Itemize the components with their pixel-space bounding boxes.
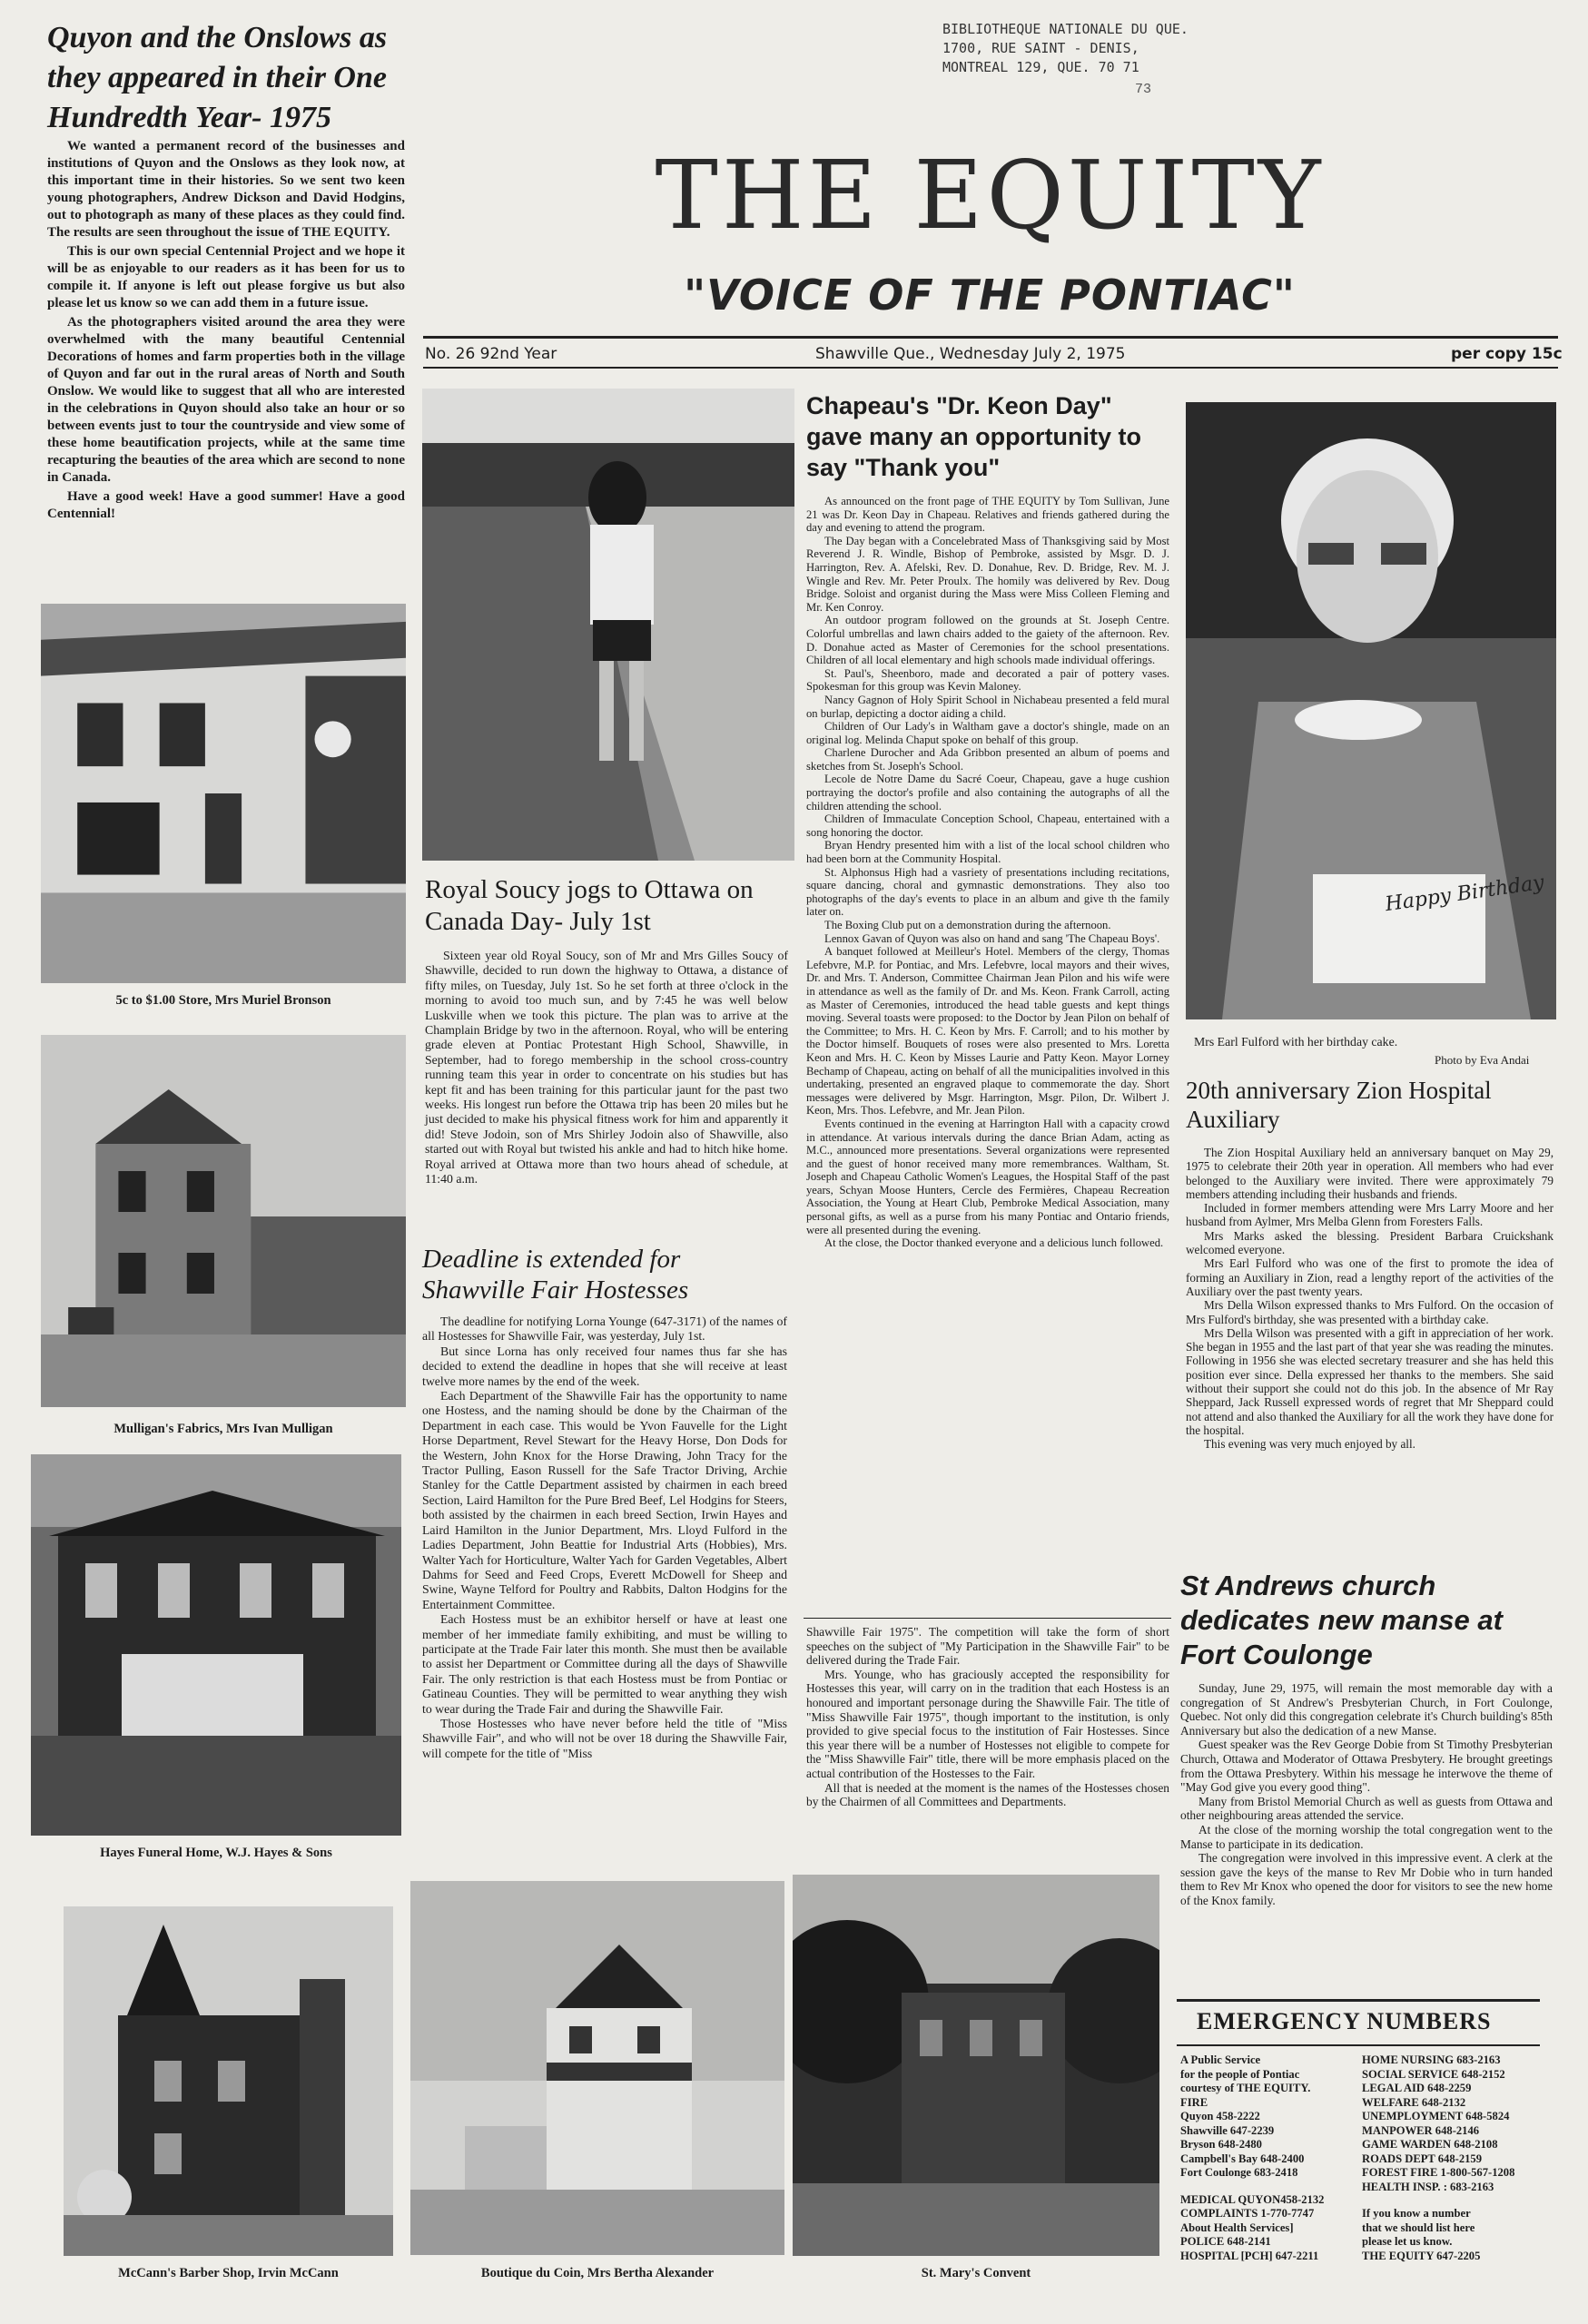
emergency-title: EMERGENCY NUMBERS — [1197, 2008, 1492, 2034]
emergency-entry: Fort Coulonge 683-2418 — [1180, 2166, 1298, 2179]
keon-paragraph: Events continued in the evening at Harrington Hall with a capacity crowd in attendance. At various intervals during the dance Brian Adam, acting as M.C., announced more presentations. Several organizations were represented and the guest of honor received many more remembrances. Waltham, St. Joseph and Chapeau Catholic Women's Leagues, the Hospital Staff of the past years, Schyan Moose Hunters, Cercle des Fermières, Chapeau Recreation Association, the Young at Heart Club, Pembroke Medical Association, many personal gifts, as well as a purse from his many Pontiac and Ontario friends, were all presented during the evening. — [806, 1117, 1169, 1236]
hayes-photo — [31, 1454, 401, 1836]
keon-paragraph: Lennox Gavan of Quyon was also on hand and sang 'The Chapeau Boys'. — [824, 931, 1160, 945]
keon-paragraph: St. Alphonsus High had a vasriety of presentations including recitations, square dancing, choral and gymnastic demonstrations. They also too photographs of the day's events to place in an album and give th the family later on. — [806, 865, 1169, 919]
masthead-tagline: "VOICE OF THE PONTIAC" — [684, 271, 1296, 320]
standrews-paragraph: The congregation were involved in this impressive event. A clerk at the session gave the keys of the manse to Rev Mr Dobie who in turn handed them to Rev Mr Knox who opened the door for visitors to see the new home of the Knox family. — [1180, 1851, 1553, 1907]
emergency-entry: POLICE 648-2141 — [1180, 2235, 1271, 2248]
keon-paragraph: As announced on the front page of THE EQUITY by Tom Sullivan, June 21 was Dr. Keon Day in Chapeau. Relatives and friends gathered during the day and evening to attend the program. — [806, 495, 1169, 535]
deadline-continued — [806, 1625, 1169, 1809]
intro-body — [47, 138, 405, 525]
zion-body — [1186, 1146, 1553, 1452]
emergency-spacer — [1180, 2181, 1353, 2193]
emergency-entry: for the people of Pontiac — [1180, 2067, 1300, 2081]
zion-headline: 20th anniversary Zion Hospital Auxiliary — [1186, 1077, 1492, 1133]
soucy-headline: Royal Soucy jogs to Ottawa on Canada Day- July 1st — [425, 875, 754, 936]
emergency-entry: COMPLAINTS 1-770-7747 — [1180, 2207, 1315, 2220]
fulford-photo — [1186, 402, 1556, 1019]
store-photo — [41, 604, 406, 983]
emergency-entry: If you know a number — [1362, 2207, 1471, 2220]
intro-paragraph: We wanted a permanent record of the businesses and institutions of Quyon and the Onslows as they look now, at this important time in their histories. So we sent two keen young photographers, Andrew Dickson and David Hodgins, out to photograph as many of these places as they could find. The results are seen throughout the issue of THE EQUITY. — [47, 139, 405, 240]
emergency-entry: A Public Service — [1180, 2053, 1261, 2066]
issue-number: No. 26 92nd Year — [425, 345, 557, 363]
deadline-cont-paragraph: Mrs. Younge, who has graciously accepted the responsibility for Hostesses this year, will carry on in the tradition that each Hostess is an honoured and important personage during the Shawville Fair. The title of "Miss Shawville Fair 1975", though important to the institution, is only provided to give special focus to the institution of Fair Hostesses. Since this year there will be a number of Hostesses not eligible to compete for the "Miss Shawville Fair" title, there will be more emphasis placed on the actual contribution of the Hostesses to the Fair. — [806, 1667, 1169, 1780]
deadline-paragraph: Each Department of the Shawville Fair has the opportunity to name one Hostess, and the naming should be done by the Chairman of the Department in each case. This would be Yvon Fauvelle for the Light Horse Department, Revel Stewart for the Heavy Horse, Don Dods for the Western, John Knox for the Horse Drawing, John Tracy for the Tractor Pulling, Eason Russell for the Safe Tractor Driving, Archie Stanley for the Cattle Department assisted by chairmen in each breed Section, Laird Hamilton for the Pure Bred Beef, Lel Hodgins for Steers, both assisted by the chairmen in each breed Section, Irwin Hayes and Laird Hamilton in the Junior Department, Mrs. Lloyd Fulford in the Ladies Department, John Beattie for Industrial Arts (Hobbies), Mrs. Walter Yach for Horticulture, Walter Yach for Garden Vegetables, Albert Dahms for Seed and Feed Crops, Everett McDowell for Sheep and Swine, Wayne Telford for Poultry and Rabbits, Dalton Hodgins for the Entertainment Committee. — [422, 1389, 787, 1611]
emergency-rule-top — [1177, 1999, 1540, 2002]
emergency-entry: GAME WARDEN 648-2108 — [1362, 2138, 1498, 2151]
emergency-entry: that we should list here — [1362, 2221, 1475, 2234]
deadline-cont-paragraph: Shawville Fair 1975". The competition will take the form of short speeches on the subject of "My Participation in the Shawville Fair" to be delivered during the Trade Fair. — [806, 1625, 1169, 1668]
masthead-title: THE EQUITY — [655, 140, 1325, 251]
standrews-paragraph: Sunday, June 29, 1975, will remain the most memorable day with a congregation of St Andrew's Presbyterian Church, in Fort Coulonge, Quebec. Not only did this congregation celebrate it's Church building's 85th Anniversary but also the dedication of a new Manse. — [1180, 1681, 1553, 1738]
zion-paragraph: Included in former members attending were Mrs Larry Moore and her husband from Aylmer, Mrs Melba Glenn from Foresters Falls. — [1186, 1201, 1553, 1229]
keon-body — [806, 495, 1169, 1250]
emergency-entry: SOCIAL SERVICE 648-2152 — [1362, 2067, 1505, 2081]
keon-end-rule — [804, 1618, 1171, 1619]
keon-paragraph: A banquet followed at Meilleur's Hotel. Members of the clergy, Thomas Lefebvre, M.P. for Pontiac, and Mrs. Lefebvre, local mayors and their wives, Dr. and Mrs. T. Anderson, Committee Chairman Jean Pilon and his wife were in attendance as well as the family of Dr. and Ms. Keon. Frank Carroll, acting as Master of Ceremonies, introduced the head table guests and kept things moving. Several toasts were proposed: to the Doctor by Jean Pilon on behalf of the Committee; to Mrs. H. C. Keon by Mrs. F. Carroll; and to his mother by the Doctor himself. Bouquets of roses were also presented to Mrs. Loretta Keon and Mrs. H. C. Keon by Misses Laurie and Patty Keon. Mayor Lorney Bechamp of Chapeau, acting on behalf of all the municipalities involved in this undertaking, presented an engraved plaque to commemorate the day. Short messages were delivered by Msgr. Harrington, Msgr. Pilon, Dr. Wilbert J. Keon, Mrs. Thos. Lefebvre, and Mr. Jean Pilon. — [806, 945, 1169, 1118]
emergency-entry: HOSPITAL [PCH] 647-2211 — [1180, 2249, 1319, 2262]
keon-paragraph: Bryan Hendry presented him with a list of the local school children who had been born at the Community Hospital. — [806, 839, 1169, 866]
mulligan-photo — [41, 1035, 406, 1407]
fulford-credit: Photo by Eva Andai — [1435, 1053, 1530, 1067]
intro-headline: Quyon and the Onslows as they appeared in their One Hundredth Year- 1975 — [47, 21, 388, 134]
keon-paragraph: The Day began with a Concelebrated Mass of Thanksgiving said by Most Reverend J. R. Windle, Bishop of Pembroke, assisted by Msgr. D. J. Harrington, Rev. A. Afelski, Rev. D. Donahue, Rev. D. Bridge, Rev. M. J. Wingle and Rev. Mr. Peter Proulx. The homily was delivered by Rev. Doug Bridge. Soloist and organist during the Mass were Miss Colleen Fleming and Mr. Ken Conroy. — [806, 534, 1169, 614]
keon-paragraph: At the close, the Doctor thanked everyone and a delicious lunch followed. — [824, 1236, 1164, 1250]
emergency-entry: ROADS DEPT 648-2159 — [1362, 2152, 1483, 2165]
keon-paragraph: Lecole de Notre Dame du Sacré Coeur, Chapeau, gave a huge cushion portraying the doctor's profile and also containing the autographs of all the children attending the school. — [806, 773, 1169, 812]
stamp-ref: 73 — [1135, 82, 1152, 97]
emergency-entry: FIRE — [1180, 2095, 1208, 2109]
keon-paragraph: Charlene Durocher and Ada Gribbon presented an album of poems and sketches from St. Joseph's School. — [806, 746, 1169, 773]
deadline-paragraph: Those Hostesses who have never before held the title of "Miss Shawville Fair", and who will not be over 18 during the Shawville Fair, will compete for the title of "Miss — [422, 1716, 787, 1760]
deadline-paragraph: But since Lorna has only received four names thus far she has decided to extend the deadline in hopes that she will receive at least twelve more names by the end of the week. — [422, 1344, 787, 1388]
emergency-entry: Campbell's Bay 648-2400 — [1180, 2152, 1305, 2165]
stamp-line: MONTREAL 129, QUE. 70 71 — [942, 59, 1139, 75]
cake-inscription: Happy Birthday — [1384, 871, 1546, 917]
issue-price: per copy 15c — [1451, 345, 1563, 363]
zion-paragraph: Mrs Marks asked the blessing. President Barbara Cruickshank welcomed everyone. — [1186, 1228, 1553, 1257]
standrews-paragraph: Many from Bristol Memorial Church as well as guests from Ottawa and other neighbouring areas attended the service. — [1180, 1794, 1553, 1823]
convent-caption: St. Mary's Convent — [921, 2266, 1031, 2280]
emergency-entry: HOME NURSING 683-2163 — [1362, 2053, 1501, 2066]
intro-paragraph: As the photographers visited around the area they were overwhelmed with the many beautiful Centennial Decorations of homes and farm properties both in the village of Quyon and far out in the rural areas of North and South Onslow. We would like to suggest that all who are interested in the celebrations in Quyon should also take an hour or so between events just to tour the countryside and view some of these home beautification projects, while at the same time recapturing the beauties of the area which are second to none in Canada. — [47, 315, 405, 485]
intro-paragraph: Have a good week! Have a good summer! Have a good Centennial! — [47, 489, 405, 521]
keon-paragraph: An outdoor program followed on the grounds at St. Joseph Centre. Colorful umbrellas and lawn chairs added to the gaiety of the afternoon. Rev. D. Donahue acted as Master of Ceremonies for the school presentations. Children of all local elementary and high schools made individual offerings. — [806, 614, 1169, 667]
emergency-entry: MEDICAL QUYON458-2132 — [1180, 2192, 1325, 2206]
deadline-body — [422, 1315, 787, 1761]
emergency-entry: Quyon 458-2222 — [1180, 2110, 1260, 2122]
emergency-entry: Shawville 647-2239 — [1180, 2123, 1275, 2137]
zion-paragraph: Mrs Earl Fulford who was one of the first to promote the idea of forming an Auxiliary in Zion, read a lengthy report of the activities of the Auxiliary over the past twenty years. — [1186, 1256, 1553, 1298]
issue-date: Shawville Que., Wednesday July 2, 1975 — [815, 345, 1126, 363]
standrews-paragraph: Guest speaker was the Rev George Dobie from St Timothy Presbyterian Church, Ottawa and Moderator of Ottawa Presbytery. He brought greetings from the Ottawa Presbytery. Within his message he interwove the theme of "May God give you every good thing". — [1180, 1738, 1553, 1795]
standrews-headline: St Andrews church dedicates new manse at Fort Coulonge — [1180, 1570, 1503, 1670]
library-stamp — [942, 20, 1215, 77]
store-caption: 5c to $1.00 Store, Mrs Muriel Bronson — [115, 993, 331, 1008]
boutique-photo — [410, 1881, 784, 2255]
convent-photo — [793, 1875, 1159, 2256]
zion-paragraph: Mrs Della Wilson was presented with a gift in appreciation of her work. She began in 1955 and the last part of that year she was reading the minutes. Following in 1956 she was elected secretary treasurer and she has held this position ever since. Della expressed her thanks to the members. She said without their support she could not do this job. In the absence of Mr Ray Sheppard, Jack Russell expressed words of regret that Mr Sheppard could not attend and also thanked the Auxiliary for all the work they have done for the hospital. — [1186, 1325, 1553, 1437]
deadline-paragraph: The deadline for notifying Lorna Younge (647-3171) of the names of all Hostesses for Shawville Fair, was yesterday, July 1st. — [422, 1315, 787, 1344]
emergency-entry: FOREST FIRE 1-800-567-1208 — [1362, 2166, 1515, 2179]
emergency-spacer — [1362, 2194, 1553, 2207]
zion-paragraph: This evening was very much enjoyed by all. — [1204, 1437, 1415, 1452]
emergency-entry: UNEMPLOYMENT 648-5824 — [1362, 2110, 1510, 2122]
standrews-body — [1180, 1681, 1553, 1908]
emergency-entry: WELFARE 648-2132 — [1362, 2095, 1466, 2109]
boutique-caption: Boutique du Coin, Mrs Bertha Alexander — [480, 2266, 715, 2280]
keon-paragraph: The Boxing Club put on a demonstration during the afternoon. — [824, 919, 1111, 931]
stamp-line: BIBLIOTHEQUE NATIONALE DU QUE. — [942, 21, 1189, 37]
standrews-paragraph: At the close of the morning worship the total congregation went to the Manse to participate in its dedication. — [1180, 1822, 1553, 1851]
emergency-list-left — [1180, 2053, 1353, 2263]
soucy-body — [425, 949, 788, 1187]
jogger-photo — [422, 389, 794, 861]
soucy-paragraph: Sixteen year old Royal Soucy, son of Mr and Mrs Gilles Soucy of Shawville, decided to run down the highway to Ottawa, a distance of fifty miles, on Tuesday, July 1st. So he set forth at three o'clock in the morning to avoid too much sun, and by 7:45 he was well below Luskville when we took this picture. The plan was to arrive at the Champlain Bridge by two in the afternoon. Royal, who will be entering grade eleven at Pontiac Protestant High School, Shawville, in September, had to forego membership in the school cross-country running team this year in order to concentrate on his studies but has kept fit and has been training for this particular jaunt for the past two weeks. His longest run before the Ottawa trip has been 20 miles but he just decided to make his physical fitness work for him and apparently it did! Steve Jodoin, son of Mrs Shirley Jodoin also of Shawville, also started out with Royal but twisted his ankle and had to hitch hike home. Royal arrived at Ottawa more than two hours ahead of schedule, at 11:40 a.m. — [425, 949, 788, 1187]
mccann-caption: McCann's Barber Shop, Irvin McCann — [118, 2266, 339, 2280]
keon-headline: Chapeau's "Dr. Keon Day" gave many an opportunity to say "Thank you" — [806, 392, 1142, 481]
emergency-entry: courtesy of THE EQUITY. — [1180, 2082, 1311, 2094]
mccann-photo — [64, 1906, 393, 2256]
keon-paragraph: St. Paul's, Sheenboro, made and decorated a pair of pottery vases. Spokesman for this group was Kevin Maloney. — [806, 666, 1169, 694]
emergency-entry: HEALTH INSP. : 683-2163 — [1362, 2180, 1494, 2193]
stamp-line: 1700, RUE SAINT - DENIS, — [942, 40, 1139, 56]
emergency-entry: THE EQUITY 647-2205 — [1362, 2249, 1481, 2262]
intro-paragraph: This is our own special Centennial Project and we hope it will be as enjoyable to our readers as it has been for us to compile it. If anyone is left out please forgive us but also please let us know so we can add them in a future issue. — [47, 244, 405, 310]
deadline-cont-paragraph: All that is needed at the moment is the names of the Hostesses chosen by the Chairmen of all Committees and Departments. — [806, 1780, 1169, 1809]
keon-paragraph: Children of Our Lady's in Waltham gave a doctor's shingle, made on an original log. Melinda Chaput spoke on behalf of this group. — [806, 720, 1169, 746]
zion-paragraph: The Zion Hospital Auxiliary held an anniversary banquet on May 29, 1975 to celebrate their 20th year in operation. All members who had ever belonged to the Auxiliary were invited. There were approximately 79 members attending including their husbands and friends. — [1186, 1146, 1553, 1201]
deadline-paragraph: Each Hostess must be an exhibitor herself or have at least one member of her immediate family exhibiting, and must be willing to participate at the Trade Fair later this month. She must then be available to assist her Department or Committee during all the days of Shawville Fair. The only restriction is that each Hostess must be from Pontiac or Gatineau Counties. They will be permitted to wear anything they wish to wear during the Trade Fair and during the Shawville Fair. — [422, 1612, 787, 1716]
emergency-entry: MANPOWER 648-2146 — [1362, 2123, 1480, 2137]
emergency-entry: Bryson 648-2480 — [1180, 2138, 1262, 2151]
fulford-caption: Mrs Earl Fulford with her birthday cake. — [1194, 1035, 1398, 1049]
keon-paragraph: Children of Immaculate Conception School, Chapeau, entertained with a song honoring the doctor. — [806, 812, 1169, 839]
mulligan-caption: Mulligan's Fabrics, Mrs Ivan Mulligan — [113, 1422, 333, 1436]
masthead-rule — [423, 336, 1558, 339]
hayes-caption: Hayes Funeral Home, W.J. Hayes & Sons — [100, 1846, 332, 1860]
dateline-rule — [423, 367, 1558, 369]
keon-paragraph: Nancy Gagnon of Holy Spirit School in Nichabeau presented a feld mural on burlap, depicting a doctor aiding a child. — [806, 693, 1169, 720]
emergency-entry: About Health Services] — [1180, 2221, 1294, 2234]
emergency-entry: please let us know. — [1362, 2235, 1453, 2248]
emergency-rule-bottom — [1177, 2044, 1540, 2046]
emergency-entry: LEGAL AID 648-2259 — [1362, 2082, 1472, 2094]
deadline-headline: Deadline is extended for Shawville Fair Hostesses — [422, 1245, 689, 1305]
zion-paragraph: Mrs Della Wilson expressed thanks to Mrs Fulford. On the occasion of Mrs Fulford's birthday, she was presented with a birthday cake. — [1186, 1298, 1553, 1326]
emergency-list-right — [1362, 2053, 1553, 2263]
